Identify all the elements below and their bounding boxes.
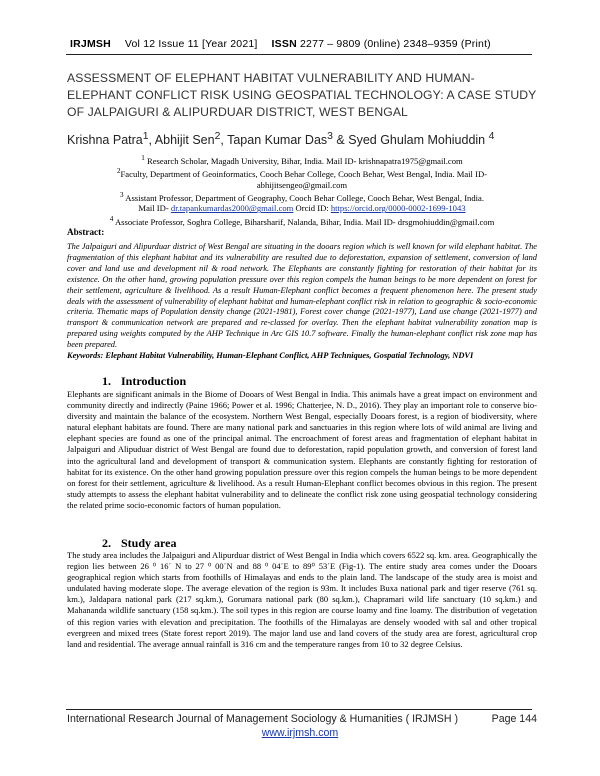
issn-numbers: 2277 – 9809 (0nline) 2348–9359 (Print) [299,38,491,50]
affiliation-3-contact [82,203,522,213]
volume-info: Vol 12 Issue 11 [Year 2021] [124,38,258,50]
header-rule [66,54,532,55]
author-sup: 3 [327,131,333,142]
affiliation-4 [82,214,522,227]
abstract-heading: Abstract: [67,227,105,237]
running-head [70,38,540,50]
section-number: 2. [102,536,111,550]
email-link[interactable]: dr.tapankumardas2000@gmail.com [170,203,294,214]
affiliation-sup: 2 [116,167,121,176]
study-area-paragraph: The study area includes the Jalpaiguri and Alipurduar district of West Bengal in India which covers 6522 sq. km. area. Geographically the region lies between 26 ⁰ 16΄ N to 27 ⁰ 00΄N and 88 ⁰ 04΄E to 89⁰ 53΄E (Fig-1). The entire study area comes under the Dooars geographical region which starts from foothills of Himalayas and ends to the plain land. The landscape of the study area is moist and undulated having moderate slope. The average elevation of the region is 93m. It includes Buxa national park and tiger reserve (761 sq. km.), Jaldapara national park (217 sq.km.), Gorumara national park (80 sq.km.), Chapramari wild life sanctuary (10 sq.km.) and Mahananda wildlife sanctuary (158 sq.km.). The soil types in this region are course loamy and fine loamy. The distribution of vegetation of this region varies with elevation and precipitation. The foothills of the Himalayas are densely wooded with sal and other tropical evergreen and mixed trees (State forest report 2019). The major land use and land covers of the study area are forest, agricultural crop land and residential. The average annual rainfall is 316 cm and the temperature ranges from 10 to 32 degree Celsius. [67,550,537,649]
introduction-paragraph: Elephants are significant animals in the Biome of Dooars of West Bengal in India. This animals have a great impact on environment and community directly and indirectly (Paine 1966; Power et al. 1996; Chatterjee, N. D., 2016). They play an important role to conserve bio-diversity and maintain the balance of the ecosystem. Northern West Bengal, especially Dooars forest, is a region of biodiversity, where natural elephant habitats are found. There are many national park and sanctuaries in this region where lots of wild animal are living and elephant species are found as one of the principal animal. The encroachment of forest areas and fragmentation of elephant habitat in Jalpaiguri and Alipuduar district of West Bengal are found due to deforestation, rapid population growth, and conversion of forest land into the agricultural land and development of transport & communication system. Elephants are constantly fighting for restoration of habitat for its existence. On the other hand growing population pressure over this region compels the human beings to be more dependent on forest for their settlement, agriculture & livelihood. As a result Human-Elephant conflict becomes obvious in this region. The present study attempts to assess the elephant habitat vulnerability and to delineate the conflict risk zone using geospatial technology considering the related prime socio-economic factors of human population. [67,389,537,510]
affiliation-3 [82,190,522,203]
section-title: Study area [121,536,177,550]
orcid-link[interactable]: https://orcid.org/0000-0002-1699-1043 [330,203,466,214]
affiliation-text: Faculty, Department of Geoinformatics, Cooch Behar College, Cooch Behar, West Bengal, India. Mail ID- [120,169,488,180]
orcid-label: Orcid ID: [293,203,331,214]
affiliation-text: Research Scholar, Magadh University, Bihar, India. Mail ID- krishnapatra1975@gmail.com [144,155,463,166]
affiliation-sup: 3 [119,190,124,199]
affiliations [82,153,522,227]
journal-website-link[interactable]: www.irjmsh.com [261,727,339,739]
author-separator: & [332,133,349,148]
affiliation-text: Assistant Professor, Department of Geography, Cooch Behar College, Cooch Behar, West Bengal, India. [123,192,484,203]
section-title: Introduction [121,374,187,388]
author-separator: , [220,133,228,148]
affiliation-text: Associate Professor, Soghra College, Biharsharif, Nalanda, Bihar, India. Mail ID- drsgmohiuddin@gmail.com [113,216,495,227]
author-name: Abhijit Sen [154,133,215,148]
author-name: Tapan Kumar Das [227,133,328,148]
section-heading-introduction [102,374,186,389]
keywords: Keywords: Elephant Habitat Vulnerability, Human-Elephant Conflict, AHP Techniques, Gospatial Technology, NDVI [67,351,474,360]
abstract-text: The Jalpaiguri and Alipurduar district of West Bengal are situating in the dooars region which is well known for wild elephant habitat. The fragmentation of this elephant habitat and its vulnerability are resulted due to deforestation, expansion of settlement, conversion of land cover and land use and development nil & road network. The Elephants are constantly fighting for restoration of their habitat for its existence. On the other hand, growing population pressure over this region compels the human beings to be more dependent on forest for their settlement, agriculture & livelihood. As a result Human-Elephant conflict becomes a frequent phenomenon here. The present study deals with the assessment of vulnerability of elephant habitat and human-elephant conflict risk in relation to geographic & socio-economic criteria. Thematic maps of Population density change (2021-1981), Forest cover change (2021-1977), Land use change (2021-1977) and transport & communication network are prepared and re-classed for overlay. Then the elephant habitat vulnerability zonation map is prepared using weights computed by the AHP Technique in Arc GIS 10.7 software. Finally the human-elephant conflict risk zone map has been prepared. [67,242,537,350]
footer-journal-name: International Research Journal of Management Sociology & Humanities ( IRJMSH ) [67,713,458,725]
affiliation-1 [82,153,522,166]
footer-url [0,727,600,739]
author-name: Syed Ghulam Mohiuddin [348,133,486,148]
affiliation-sup: 1 [141,154,145,162]
footer-rule [66,709,532,710]
paper-title: ASSESSMENT OF ELEPHANT HABITAT VULNERABILITY AND HUMAN-ELEPHANT CONFLICT RISK USING GEOSPATIAL TECHNOLOGY: A CASE STUDY OF JALPAIGURI & ALIPURDUAR DISTRICT, WEST BENGAL [67,71,537,119]
mail-label: Mail ID- [138,203,171,214]
author-list [67,131,537,147]
page-footer [67,713,537,725]
author-sup: 2 [214,131,221,142]
affiliation-sup: 4 [109,214,114,223]
page-number: Page 144 [491,713,537,725]
author-sup: 1 [142,131,149,142]
author-separator: , [148,133,155,148]
issn-label: ISSN [271,38,297,50]
section-number: 1. [102,374,111,388]
affiliation-2-email: abhijitsengeo@gmail.com [256,179,348,190]
section-heading-study-area [102,536,176,551]
author-name: Krishna Patra [67,133,143,148]
affiliation-2 [82,166,522,179]
journal-abbrev: IRJMSH [70,38,111,50]
author-sup: 4 [488,131,495,142]
